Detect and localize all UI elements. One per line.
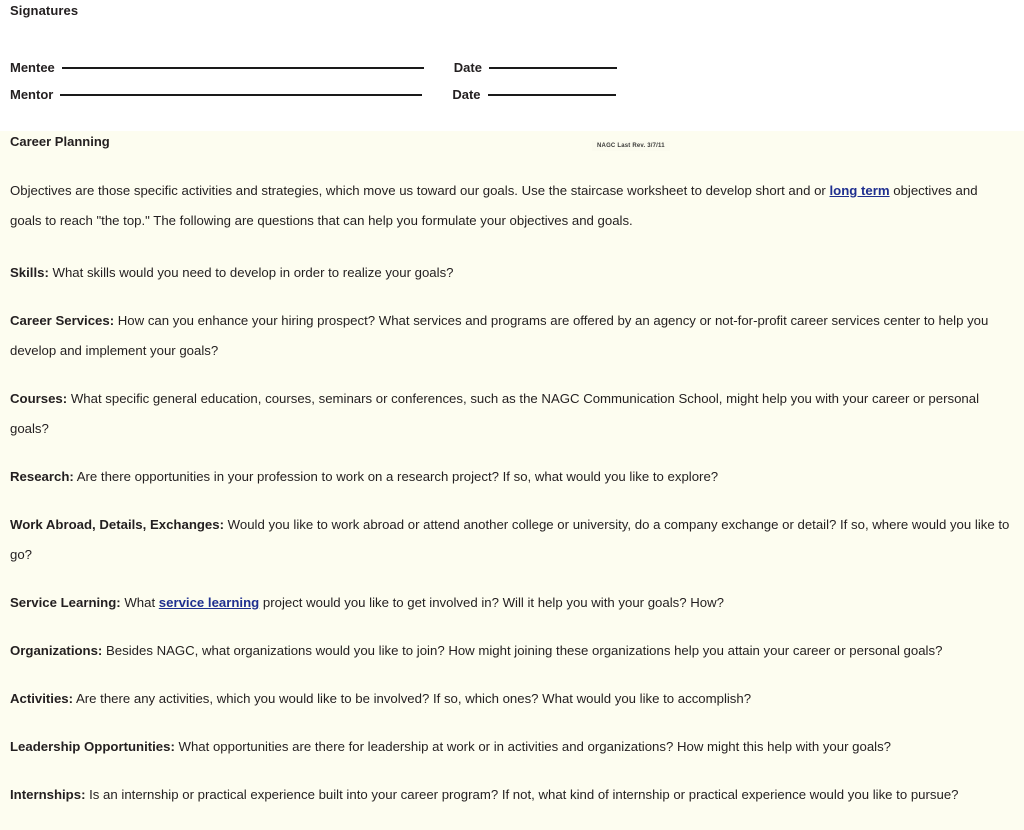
mentee-date-label: Date: [453, 60, 482, 75]
intro-text-before-link: Objectives are those specific activities and strategies, which move us toward our goals. Use the staircase worksheet to develop short and or: [10, 183, 830, 198]
item-activities-term: Activities:: [10, 691, 74, 706]
mentee-date-line[interactable]: [489, 67, 617, 69]
item-internships: [10, 780, 1010, 810]
item-service-learning-term: Service Learning:: [10, 595, 121, 610]
mentor-label: Mentor: [10, 87, 54, 102]
item-work-abroad-term: Work Abroad, Details, Exchanges:: [10, 517, 224, 532]
mentor-date-label: Date: [452, 87, 481, 102]
item-work-abroad: [10, 510, 1010, 570]
item-organizations: [10, 636, 1010, 666]
intro-text-after-link: objectives and goals to reach "the top." The following are questions that can help you formulate your objectives and goals.: [10, 183, 978, 228]
item-leadership: [10, 732, 1010, 762]
item-leadership-text: What opportunities are there for leadership at work or in activities and organizations? How might this help with your goals?: [174, 739, 892, 754]
signatures-heading: Signatures: [10, 3, 79, 18]
mentor-signature-line[interactable]: [60, 94, 422, 96]
signatures-section: [0, 0, 1024, 131]
item-career-services-term: Career Services:: [10, 313, 115, 328]
item-internships-text: Is an internship or practical experience built into your career program? If not, what kind of internship or practical experience would you like to pursue?: [85, 787, 959, 802]
mentee-label: Mentee: [10, 60, 55, 75]
item-skills: [10, 258, 1010, 288]
item-research-text: Are there opportunities in your profession to work on a research project? If so, what would you like to explore?: [73, 469, 719, 484]
item-work-abroad-text: Would you like to work abroad or attend another college or university, do a company exchange or detail? If so, where would you like to go?: [10, 517, 1010, 562]
mentee-signature-line[interactable]: [62, 67, 424, 69]
signature-row-mentor: [10, 87, 616, 107]
item-courses-text: What specific general education, courses, seminars or conferences, such as the NAGC Communication School, might help you with your career or personal goals?: [10, 391, 980, 436]
item-career-services: [10, 306, 1010, 366]
item-activities-text: Are there any activities, which you would like to be involved? If so, which ones? What would you like to accomplish?: [73, 691, 752, 706]
item-organizations-text: Besides NAGC, what organizations would you like to join? How might joining these organizations help you attain your career or personal goals?: [102, 643, 943, 658]
item-career-services-text: How can you enhance your hiring prospect? What services and programs are offered by an agency or not-for-profit career services center to help you develop and implement your goals?: [10, 313, 989, 358]
intro-paragraph: [10, 176, 1010, 236]
revision-stamp: NAGC Last Rev. 3/7/11: [592, 141, 670, 151]
item-courses: [10, 384, 1010, 444]
item-research: [10, 462, 1010, 492]
item-courses-term: Courses:: [10, 391, 68, 406]
mentor-date-line[interactable]: [488, 94, 616, 96]
item-service-learning: [10, 588, 1010, 618]
item-skills-text: What skills would you need to develop in order to realize your goals?: [48, 265, 454, 280]
item-organizations-term: Organizations:: [10, 643, 103, 658]
career-planning-body: [10, 176, 1010, 810]
item-service-learning-before-link: What: [120, 595, 159, 610]
signature-row-mentee: [10, 60, 617, 80]
item-service-learning-after-link: project would you like to get involved in? Will it help you with your goals? How?: [259, 595, 724, 610]
item-leadership-term: Leadership Opportunities:: [10, 739, 175, 754]
item-internships-term: Internships:: [10, 787, 86, 802]
item-skills-term: Skills:: [10, 265, 49, 280]
career-planning-heading: Career Planning: [10, 134, 110, 149]
long-term-link[interactable]: long term: [829, 183, 890, 198]
item-research-term: Research:: [10, 469, 74, 484]
service-learning-link[interactable]: service learning: [158, 595, 260, 610]
item-activities: [10, 684, 1010, 714]
